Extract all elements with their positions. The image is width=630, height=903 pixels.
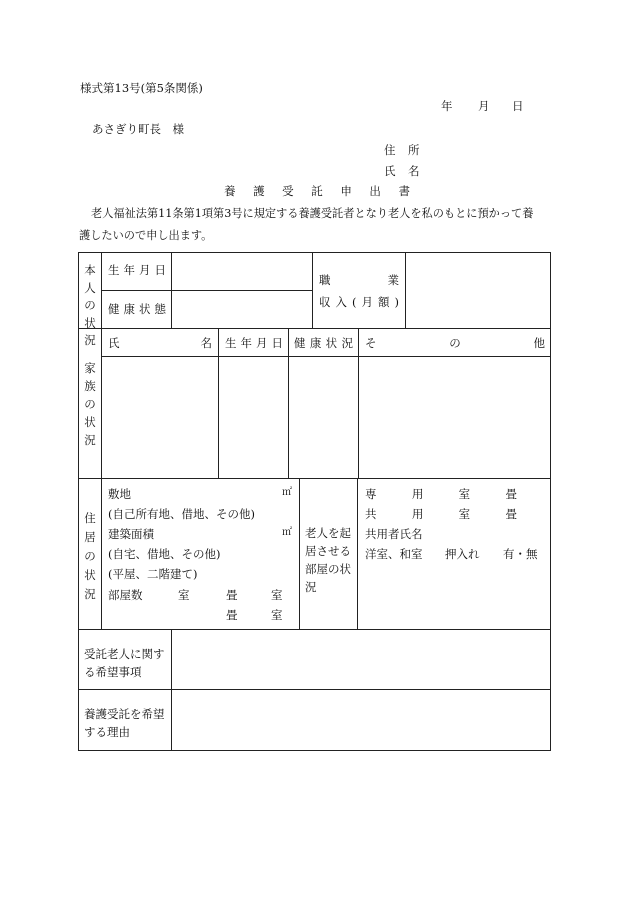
room-unit: 室 xyxy=(271,588,283,602)
closet-label: 押入れ xyxy=(445,547,480,561)
table-border-right xyxy=(550,252,551,750)
form-title xyxy=(224,186,410,198)
date-year-label: 年 xyxy=(441,99,453,113)
name-label-2: 名 xyxy=(408,164,420,178)
reason-label: 養護受託を希望する理由 xyxy=(84,707,165,739)
header-char: 状 xyxy=(84,315,96,330)
divider xyxy=(78,478,551,479)
divider xyxy=(78,629,551,630)
title-char: 護 xyxy=(253,184,265,198)
divider xyxy=(78,689,551,690)
title-char: 書 xyxy=(398,184,410,198)
wishes-label: 受託老人に関する希望事項 xyxy=(84,647,165,679)
divider xyxy=(78,328,551,329)
site-ownership-note: (自己所有地、借地、その他) xyxy=(108,507,255,521)
occupation-label: 職 業 xyxy=(319,273,399,287)
family-col-health: 健 康 状 況 xyxy=(294,336,353,350)
room-style-label: 洋室、和室 xyxy=(365,547,423,561)
body-text-line-2: 護したいので申し出ます。 xyxy=(79,229,213,242)
title-char: 養 xyxy=(224,184,236,198)
divider xyxy=(312,252,313,328)
divider xyxy=(357,478,358,629)
title-char: 出 xyxy=(369,184,381,198)
table-border-bottom xyxy=(78,750,551,751)
sharer-name-label: 共用者氏名 xyxy=(365,527,423,541)
body-text-line-1: 老人福祉法第11条第1項第3号に規定する養護受託者となり老人を私のもとに預かって養 xyxy=(91,207,534,220)
title-char: 受 xyxy=(282,184,294,198)
birthdate-label: 生 年 月 日 xyxy=(108,263,166,277)
divider xyxy=(405,252,406,328)
date-month-label: 月 xyxy=(478,99,490,113)
table-border-top xyxy=(78,252,551,253)
divider xyxy=(288,328,289,478)
divider xyxy=(101,356,551,357)
site-label: 敷地 xyxy=(108,487,131,501)
tatami-unit: 畳 xyxy=(226,608,238,622)
header-char: 本 xyxy=(84,263,96,277)
address-label-2: 所 xyxy=(408,143,420,157)
header-char: 人 xyxy=(84,280,96,295)
income-label: 収 入 ( 月 額 ) xyxy=(319,295,399,309)
shared-room-row: 共 用 室 畳 xyxy=(365,507,517,521)
divider xyxy=(299,478,300,629)
room-unit: 室 xyxy=(178,588,190,602)
tatami-unit: 畳 xyxy=(226,588,238,602)
title-char: 申 xyxy=(340,184,352,198)
family-status-header: 家 族 の 状 況 xyxy=(84,361,96,447)
divider xyxy=(358,328,359,478)
address-label-1: 住 xyxy=(384,143,396,157)
table-border-left xyxy=(78,252,79,750)
divider xyxy=(218,328,219,478)
date-day-label: 日 xyxy=(512,99,524,113)
addressee: あさぎり町長 様 xyxy=(92,122,184,136)
housing-status-header: 住 居 の 状 況 xyxy=(84,511,96,601)
family-col-other: そ の 他 xyxy=(365,336,545,350)
divider xyxy=(171,252,172,328)
room-unit: 室 xyxy=(271,608,283,622)
family-col-birthdate: 生 年 月 日 xyxy=(225,336,283,350)
header-char: の xyxy=(84,298,96,312)
rooms-label: 部屋数 xyxy=(108,588,143,602)
divider xyxy=(101,290,312,291)
divider xyxy=(101,252,102,629)
house-ownership-note: (自宅、借地、その他) xyxy=(108,547,221,561)
form-number: 様式第13号(第5条関係) xyxy=(80,81,203,95)
room-question-label: 老人を起居させる部屋の状況 xyxy=(305,526,351,594)
health-label: 健 康 状 態 xyxy=(108,302,166,316)
name-label-1: 氏 xyxy=(384,164,396,178)
header-char: 況 xyxy=(84,333,96,347)
site-area-unit: ㎡ xyxy=(282,487,292,498)
floor-area-unit: ㎡ xyxy=(282,527,292,538)
private-room-row: 専 用 室 畳 xyxy=(365,487,517,501)
family-col-name: 氏 名 xyxy=(108,336,212,350)
stories-note: (平屋、二階建て) xyxy=(108,567,198,581)
self-status-header xyxy=(83,262,97,350)
title-char: 託 xyxy=(311,184,323,198)
floor-area-label: 建築面積 xyxy=(108,527,154,541)
closet-option: 有・無 xyxy=(503,547,538,561)
